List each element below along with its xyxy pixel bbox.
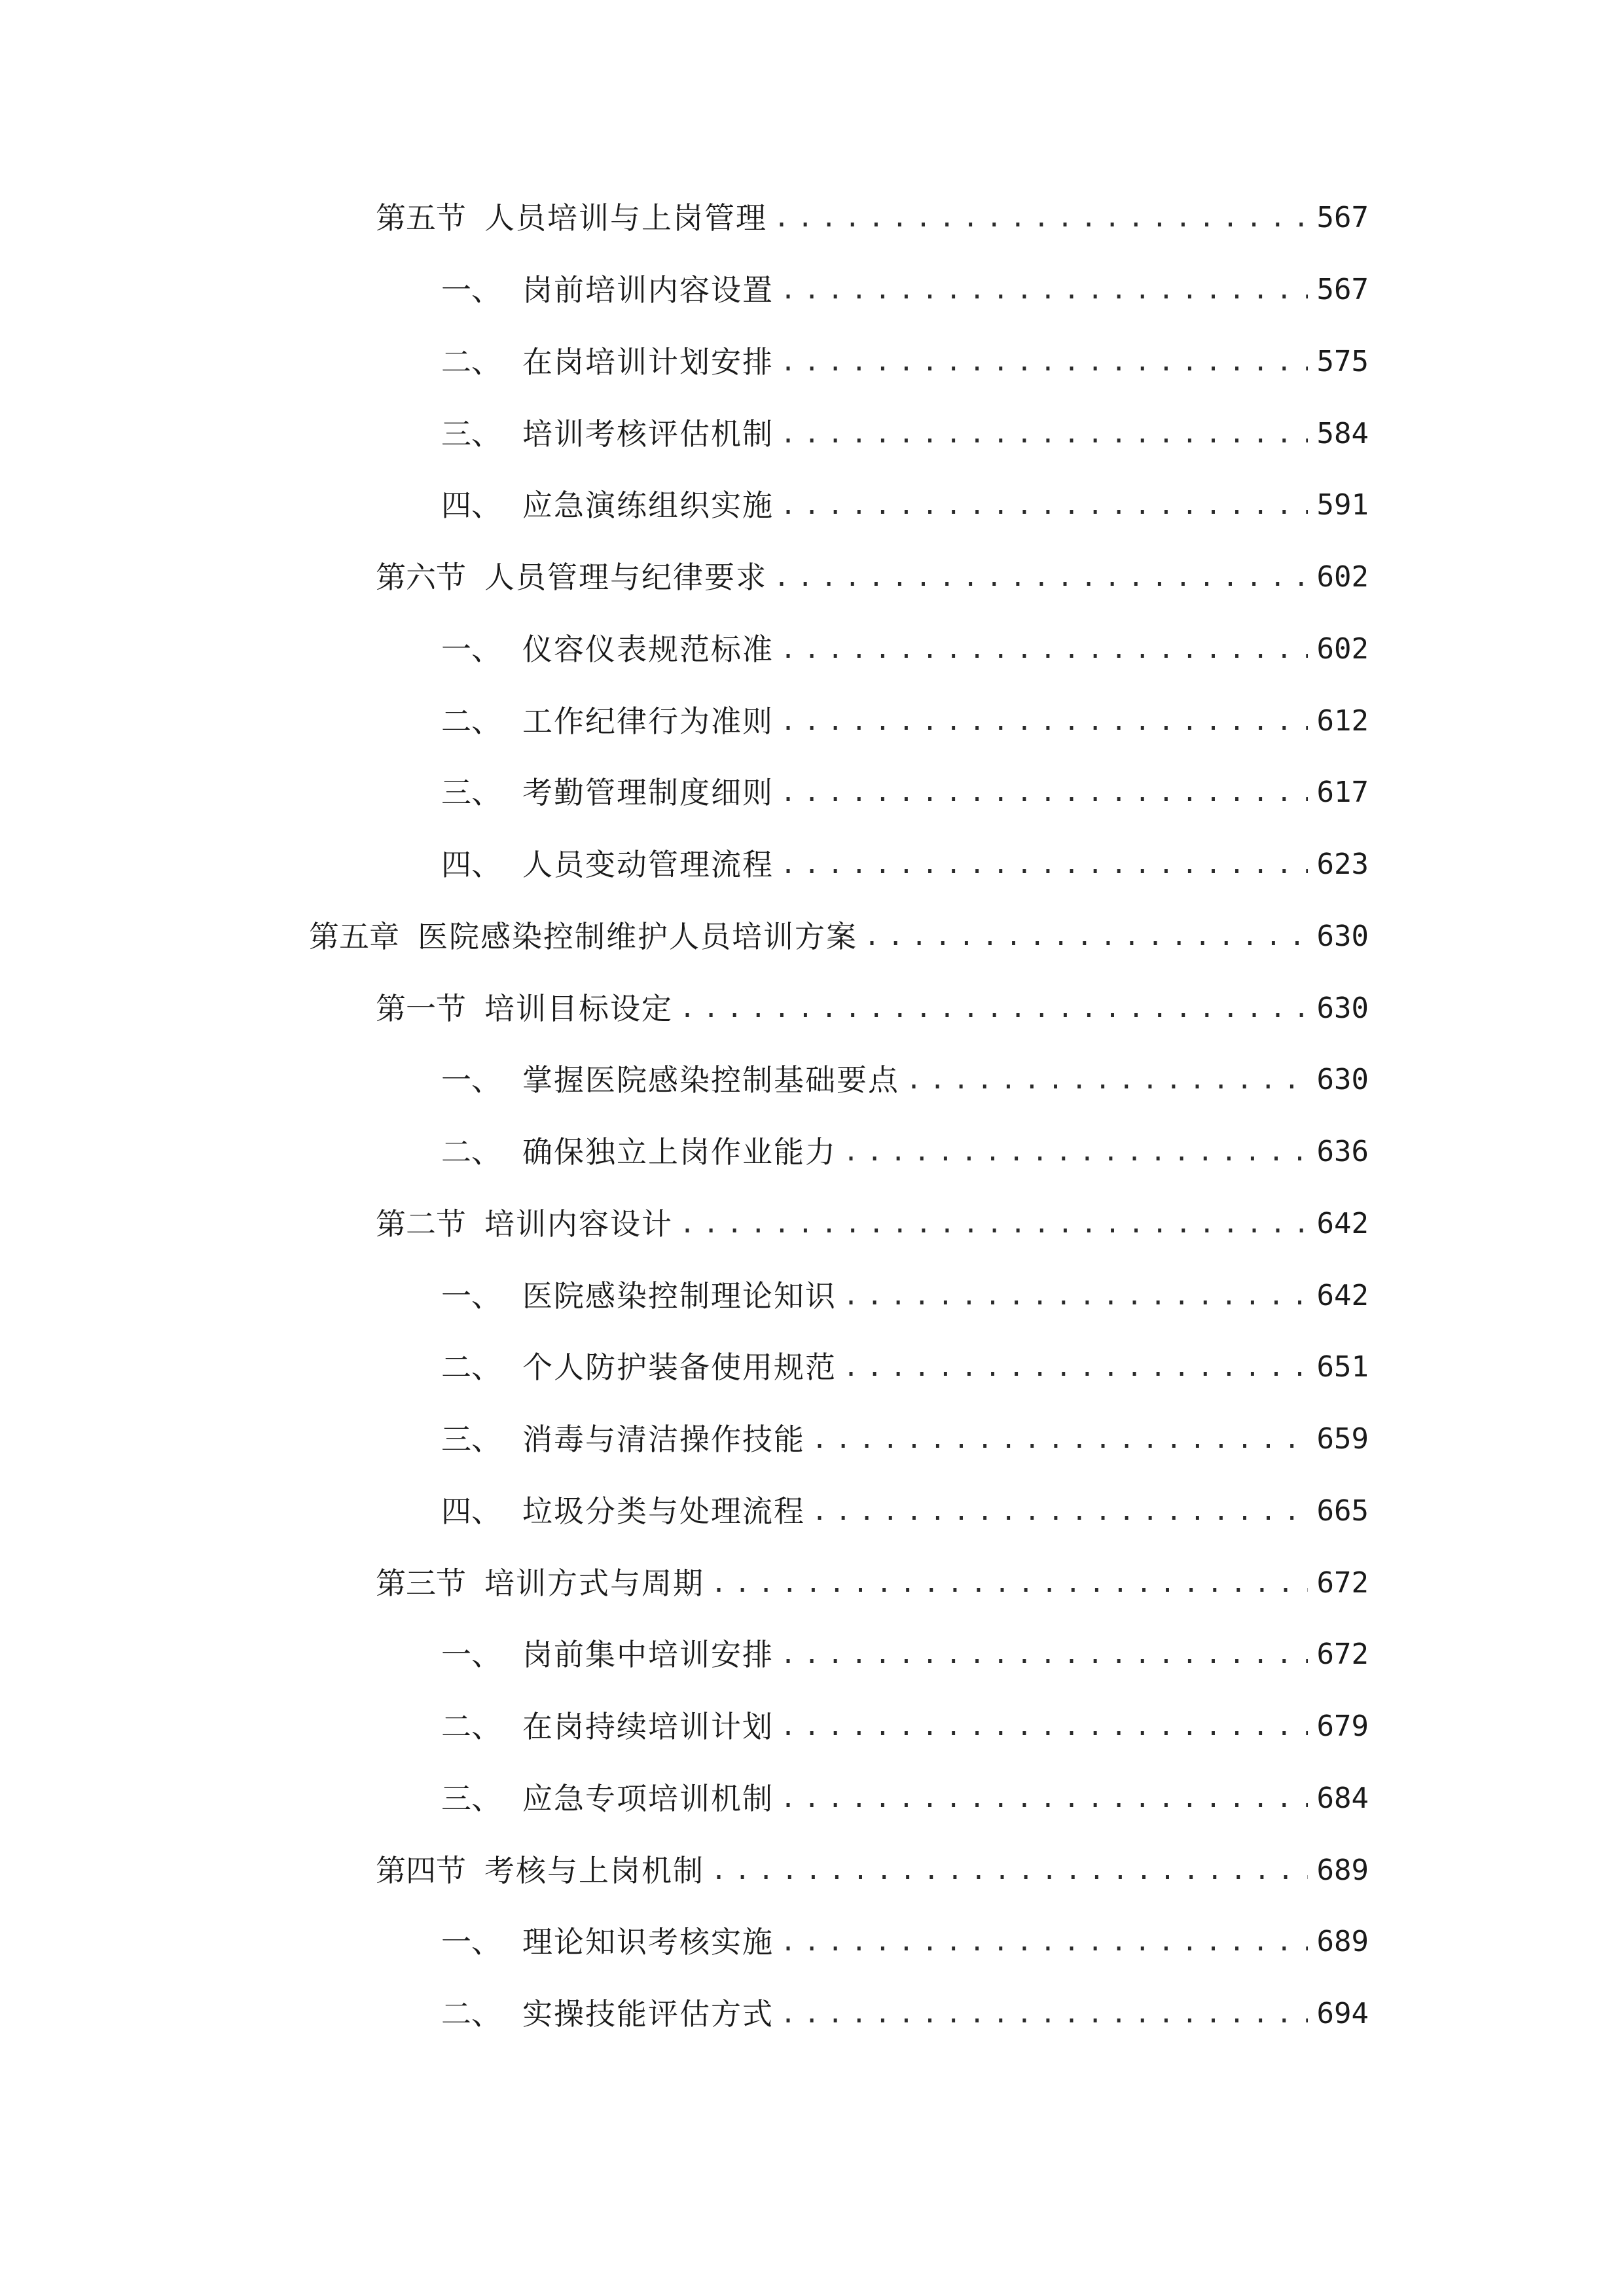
toc-entry-title: 医院感染控制维护人员培训方案 (418, 919, 857, 954)
toc-entry-number: 二、 (441, 1709, 501, 1744)
toc-entry[interactable] (441, 841, 1369, 888)
dot-leader (780, 1918, 1308, 1965)
dot-leader (843, 1272, 1308, 1319)
toc-entry[interactable] (441, 482, 1369, 529)
toc-entry-number: 一、 (441, 1924, 501, 1960)
dot-leader (780, 482, 1308, 529)
toc-entry[interactable] (441, 1416, 1369, 1463)
toc-page-number: 665 (1316, 1494, 1369, 1528)
dot-leader (711, 1560, 1308, 1607)
toc-page-number: 617 (1316, 776, 1369, 809)
dot-leader (812, 1488, 1308, 1535)
toc-entry-title: 应急专项培训机制 (522, 1781, 774, 1816)
toc-entry-number: 二、 (441, 1134, 501, 1170)
toc-entry-title: 人员管理与纪律要求 (484, 560, 767, 595)
toc-entry[interactable] (376, 1560, 1369, 1607)
toc-page-number: 591 (1316, 488, 1369, 522)
toc-page-number: 575 (1316, 345, 1369, 378)
toc-entry-title: 培训目标设定 (484, 991, 673, 1026)
toc-entry[interactable] (441, 266, 1369, 314)
dot-leader (679, 985, 1308, 1032)
toc-page-number: 689 (1316, 1854, 1369, 1887)
dot-leader (906, 1056, 1308, 1103)
toc-page-number: 679 (1316, 1710, 1369, 1743)
toc-entry[interactable] (376, 1200, 1369, 1247)
toc-page-number: 672 (1316, 1638, 1369, 1671)
toc-entry-number: 第二节 (376, 1206, 466, 1242)
toc-entry-number: 一、 (441, 632, 501, 667)
toc-entry-title: 培训内容设计 (484, 1206, 673, 1242)
dot-leader (780, 266, 1308, 314)
toc-entry-number: 二、 (441, 1996, 501, 2032)
toc-page-number: 584 (1316, 417, 1369, 450)
toc-entry-title: 仪容仪表规范标准 (522, 632, 774, 667)
toc-entry-number: 三、 (441, 1781, 501, 1816)
toc-entry-title: 人员培训与上岗管理 (484, 200, 767, 236)
dot-leader (780, 698, 1308, 745)
toc-entry-number: 三、 (441, 1422, 501, 1457)
dot-leader (843, 1128, 1308, 1175)
toc-page-number: 672 (1316, 1566, 1369, 1600)
toc-entry-number: 一、 (441, 1637, 501, 1672)
toc-entry-title: 理论知识考核实施 (522, 1924, 774, 1960)
dot-leader (780, 338, 1308, 386)
toc-entry[interactable] (441, 1990, 1369, 2037)
toc-entry-number: 第五章 (309, 919, 399, 954)
toc-entry-number: 二、 (441, 344, 501, 380)
toc-entry-title: 培训考核评估机制 (522, 416, 774, 452)
toc-entry-title: 确保独立上岗作业能力 (522, 1134, 837, 1170)
toc-entry[interactable] (441, 698, 1369, 745)
toc-entry-title: 应急演练组织实施 (522, 488, 774, 523)
dot-leader (711, 1847, 1308, 1894)
toc-entry-number: 第一节 (376, 991, 466, 1026)
toc-entry-number: 一、 (441, 1062, 501, 1098)
toc-entry[interactable] (441, 1631, 1369, 1678)
dot-leader (679, 1200, 1308, 1247)
toc-page-number: 642 (1316, 1207, 1369, 1240)
dot-leader (780, 410, 1308, 457)
toc-entry[interactable] (376, 554, 1369, 601)
toc-entry-title: 岗前集中培训安排 (522, 1637, 774, 1672)
toc-entry-title: 在岗培训计划安排 (522, 344, 774, 380)
toc-page-number: 689 (1316, 1925, 1369, 1958)
toc-entry[interactable] (441, 338, 1369, 386)
toc-page-number: 642 (1316, 1279, 1369, 1312)
toc-entry[interactable] (441, 626, 1369, 673)
dot-leader (780, 1775, 1308, 1822)
toc-entry-number: 二、 (441, 1350, 501, 1385)
dot-leader (780, 626, 1308, 673)
toc-page-number: 612 (1316, 704, 1369, 738)
toc-entry-number: 三、 (441, 775, 501, 810)
toc-page-number: 630 (1316, 992, 1369, 1025)
toc-page-number: 567 (1316, 201, 1369, 234)
toc-entry-title: 培训方式与周期 (484, 1566, 704, 1601)
toc-page-number: 623 (1316, 848, 1369, 881)
toc-page-number: 684 (1316, 1782, 1369, 1815)
toc-entry[interactable] (441, 1344, 1369, 1391)
toc-entry[interactable] (441, 1056, 1369, 1103)
toc-entry-number: 第五节 (376, 200, 466, 236)
toc-entry-number: 四、 (441, 847, 501, 882)
toc-page-number: 636 (1316, 1135, 1369, 1168)
dot-leader (780, 1703, 1308, 1750)
dot-leader (774, 554, 1308, 601)
toc-page-number: 651 (1316, 1350, 1369, 1384)
toc-entry-number: 二、 (441, 704, 501, 739)
toc-entry-title: 岗前培训内容设置 (522, 272, 774, 308)
dot-leader (780, 769, 1308, 816)
toc-page-number: 567 (1316, 273, 1369, 306)
toc-entry[interactable] (441, 1775, 1369, 1822)
dot-leader (780, 1990, 1308, 2037)
toc-entry-title: 考核与上岗机制 (484, 1853, 704, 1888)
toc-entry-title: 掌握医院感染控制基础要点 (522, 1062, 899, 1098)
toc-entry-title: 在岗持续培训计划 (522, 1709, 774, 1744)
toc-entry-number: 一、 (441, 1278, 501, 1314)
toc-entry[interactable] (441, 1272, 1369, 1319)
dot-leader (780, 841, 1308, 888)
dot-leader (812, 1416, 1308, 1463)
toc-entry-title: 考勤管理制度细则 (522, 775, 774, 810)
toc-page-number: 630 (1316, 1063, 1369, 1096)
toc-entry-number: 四、 (441, 488, 501, 523)
toc-page-number: 602 (1316, 560, 1369, 594)
toc-entry[interactable] (441, 1918, 1369, 1965)
toc-entry-title: 个人防护装备使用规范 (522, 1350, 837, 1385)
toc-entry[interactable] (441, 1703, 1369, 1750)
toc-entry[interactable] (309, 913, 1369, 960)
toc-entry[interactable] (376, 1847, 1369, 1894)
toc-entry-number: 四、 (441, 1494, 501, 1529)
toc-entry-number: 第六节 (376, 560, 466, 595)
toc-page-number: 694 (1316, 1997, 1369, 2030)
toc-entry-title: 人员变动管理流程 (522, 847, 774, 882)
toc-entry-number: 三、 (441, 416, 501, 452)
dot-leader (780, 1631, 1308, 1678)
toc-entry-title: 消毒与清洁操作技能 (522, 1422, 805, 1457)
toc-entry-number: 第三节 (376, 1566, 466, 1601)
toc-entry[interactable] (441, 769, 1369, 816)
dot-leader (843, 1344, 1308, 1391)
toc-entry-title: 医院感染控制理论知识 (522, 1278, 837, 1314)
toc-entry-title: 垃圾分类与处理流程 (522, 1494, 805, 1529)
toc-entry[interactable] (441, 410, 1369, 457)
toc-entry-title: 工作纪律行为准则 (522, 704, 774, 739)
toc-entry[interactable] (441, 1128, 1369, 1175)
toc-page-number: 659 (1316, 1422, 1369, 1456)
toc-entry[interactable] (441, 1488, 1369, 1535)
dot-leader (864, 913, 1308, 960)
toc-entry-title: 实操技能评估方式 (522, 1996, 774, 2032)
toc-entry-number: 第四节 (376, 1853, 466, 1888)
toc-entry-number: 一、 (441, 272, 501, 308)
toc-entry[interactable] (376, 985, 1369, 1032)
dot-leader (774, 194, 1308, 242)
toc-entry[interactable] (376, 194, 1369, 242)
toc-page-number: 602 (1316, 632, 1369, 666)
toc-page-number: 630 (1316, 920, 1369, 953)
